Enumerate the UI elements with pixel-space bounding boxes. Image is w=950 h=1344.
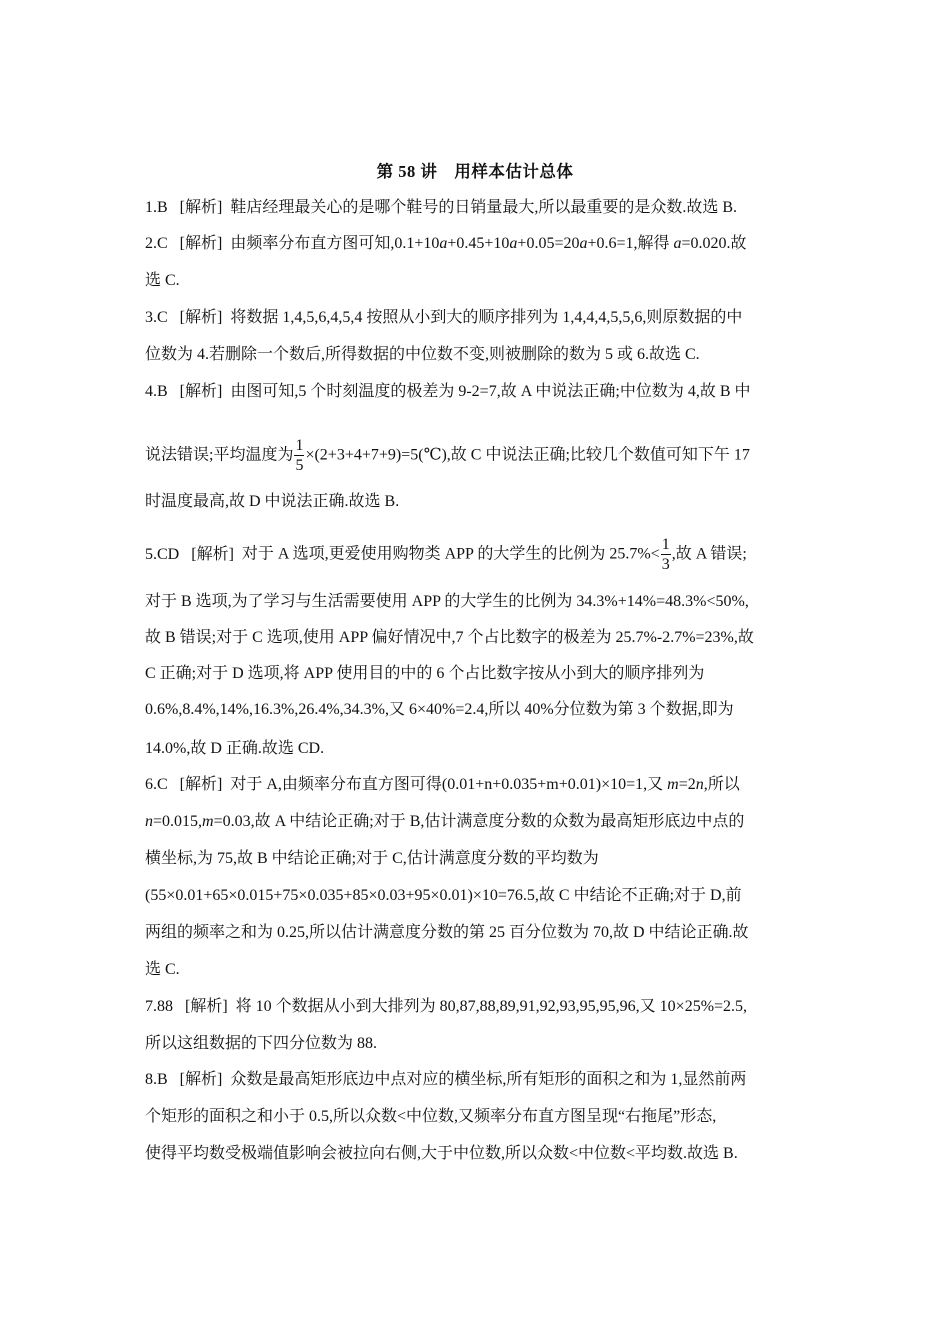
analysis-tag: [解析] [179, 383, 223, 400]
text-run: 将数据 1,4,5,6,4,5,4 按照从小到大的顺序排列为 1,4,4,4,5,5,6,则原数据的中 [226, 309, 743, 326]
text-run: 个矩形的面积之和小于 0.5,所以众数<中位数,又频率分布直方图呈现“右拖尾”形态, [145, 1108, 717, 1125]
fraction [661, 537, 671, 573]
answer-line [145, 537, 747, 573]
answer-line [145, 1105, 716, 1129]
text-run: 两组的频率之和为 0.25,所以估计满意度分数的第 25 百分位数为 70,故 D 中结论正确.故 [145, 924, 749, 941]
answer-line [145, 343, 700, 367]
answer-line [145, 737, 324, 761]
text-run: 14.0%,故 D 正确.故选 CD. [145, 740, 325, 757]
text-run: 说法错误;平均温度为 [145, 446, 294, 464]
answer-line [145, 232, 747, 256]
analysis-tag: [解析] [179, 309, 223, 326]
answer-line [145, 884, 742, 908]
text-run: 由图可知,5 个时刻温度的极差为 9-2=7,故 A 中说法正确;中位数为 4,故 B 中 [226, 383, 751, 400]
page-title: 第 58 讲 用样本估计总体 [376, 162, 574, 181]
answer-number: 8.B [145, 1071, 168, 1088]
text-run: n=0.015,m=0.03,故 A 中结论正确;对于 B,估计满意度分数的众数为最高矩形底边中点的 [145, 813, 745, 830]
text-run: 对于 B 选项,为了学习与生活需要使用 APP 的大学生的比例为 34.3%+14%=48.3%<50%, [145, 593, 749, 610]
answer-line [145, 995, 747, 1019]
text-run: 由频率分布直方图可知,0.1+10a+0.45+10a+0.05=20a+0.6=1,解得 a=0.020.故 [226, 235, 747, 252]
answer-line [145, 921, 749, 945]
analysis-tag: [解析] [179, 776, 223, 793]
answer-number: 1.B [145, 199, 168, 216]
answer-line [145, 306, 742, 330]
text-run: (55×0.01+65×0.015+75×0.035+85×0.03+95×0.01)×10=76.5,故 C 中结论不正确;对于 D,前 [145, 887, 742, 904]
text-run: 时温度最高,故 D 中说法正确.故选 B. [145, 493, 400, 510]
text-run: 0.6%,8.4%,14%,16.3%,26.4%,34.3%,又 6×40%=2.4,所以 40%分位数为第 3 个数据,即为 [145, 701, 734, 718]
fraction-numerator: 1 [661, 536, 670, 553]
answer-number: 6.C [145, 776, 168, 793]
text-run: ×(2+3+4+7+9)=5(℃),故 C 中说法正确;比较几个数值可知下午 17 [305, 446, 750, 464]
analysis-tag: [解析] [185, 998, 228, 1015]
text-run: 众数是最高矩形底边中点对应的横坐标,所有矩形的面积之和为 1,显然前两 [226, 1071, 747, 1088]
text-run: ,故 A 错误; [671, 545, 747, 563]
analysis-tag: [解析] [191, 545, 234, 563]
text-run: 位数为 4.若删除一个数后,所得数据的中位数不变,则被删除的数为 5 或 6.故选 C. [145, 346, 700, 363]
answer-line [145, 269, 180, 293]
analysis-tag: [解析] [179, 235, 223, 252]
text-run: 对于 A,由频率分布直方图可得(0.01+n+0.035+m+0.01)×10=1,又 m=2n,所以 [226, 776, 740, 793]
text-run: 使得平均数受极端值影响会被拉向右侧,大于中位数,所以众数<中位数<平均数.故选 B. [145, 1145, 738, 1162]
text-run: 选 C. [145, 961, 180, 978]
answer-line [145, 438, 750, 474]
text-run: 故 B 错误;对于 C 选项,使用 APP 偏好情况中,7 个占比数字的极差为 25.7%-2.7%=23%,故 [145, 629, 754, 646]
text-run: 鞋店经理最关心的是哪个鞋号的日销量最大,所以最重要的是众数.故选 B. [226, 199, 738, 216]
answer-line [145, 810, 744, 834]
fraction-denominator: 3 [661, 556, 670, 573]
answer-line [145, 773, 740, 797]
fraction-denominator: 5 [295, 457, 304, 474]
text-run: 对于 A 选项,更爱使用购物类 APP 的大学生的比例为 25.7%< [241, 545, 660, 563]
text-run: 横坐标,为 75,故 B 中结论正确;对于 C,估计满意度分数的平均数为 [145, 850, 599, 867]
answer-line [145, 1142, 738, 1166]
answer-number: 3.C [145, 309, 168, 326]
answer-number: 7.88 [145, 998, 173, 1015]
analysis-tag: [解析] [179, 199, 223, 216]
answer-line [145, 380, 751, 404]
answer-line [145, 490, 399, 514]
answer-line [145, 590, 749, 614]
fraction [294, 438, 304, 474]
answer-number: 5.CD [145, 545, 180, 563]
answer-line [145, 196, 737, 220]
fraction-numerator: 1 [295, 437, 304, 454]
answer-line [145, 847, 599, 871]
answer-line [145, 698, 734, 722]
text-run: 所以这组数据的下四分位数为 88. [145, 1035, 378, 1052]
analysis-tag: [解析] [179, 1071, 223, 1088]
text-run: 将 10 个数据从小到大排列为 80,87,88,89,91,92,93,95,95,96,又 10×25%=2.5, [231, 998, 748, 1015]
answer-number: 4.B [145, 383, 168, 400]
answer-number: 2.C [145, 235, 168, 252]
text-run: 选 C. [145, 272, 180, 289]
answer-line [145, 626, 754, 650]
answer-line [145, 958, 180, 982]
answer-line [145, 1032, 377, 1056]
text-run: C 正确;对于 D 选项,将 APP 使用目的中的 6 个占比数字按从小到大的顺序排列为 [145, 665, 705, 682]
answer-line [145, 662, 704, 686]
answer-line [145, 1068, 746, 1092]
